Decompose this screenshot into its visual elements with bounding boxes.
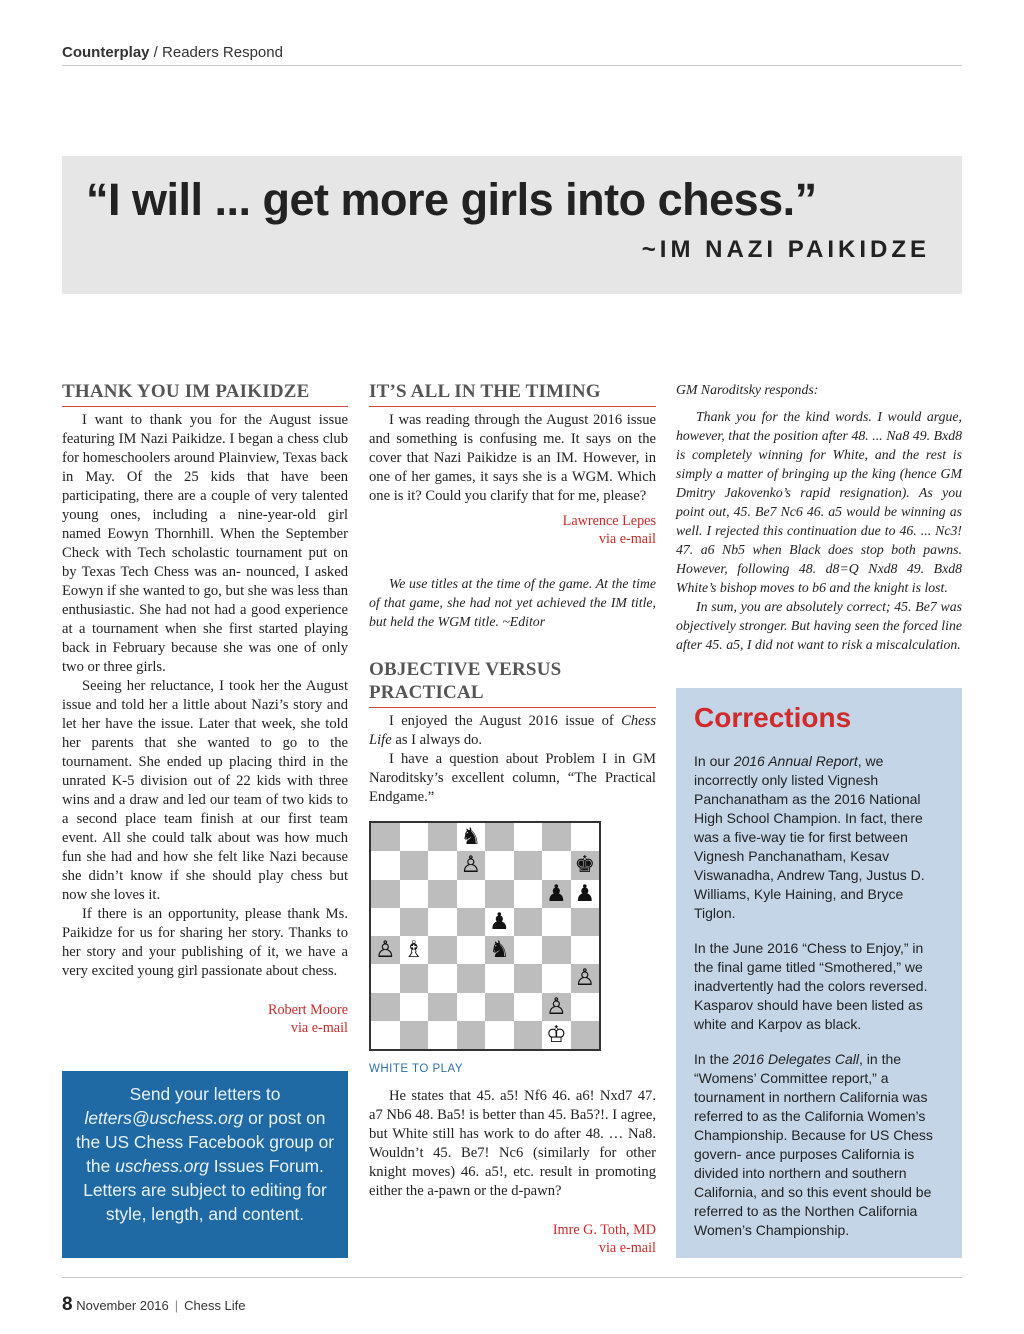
board-square xyxy=(428,936,457,964)
board-square xyxy=(457,880,486,908)
board-square xyxy=(571,1021,600,1049)
board-square xyxy=(514,936,543,964)
response-intro: GM Naroditsky responds: xyxy=(676,382,819,397)
board-square xyxy=(514,993,543,1021)
board-square xyxy=(571,936,600,964)
board-square xyxy=(400,1021,429,1049)
page-number: 8 xyxy=(62,1294,73,1315)
board-square xyxy=(514,964,543,992)
paragraph xyxy=(369,712,656,750)
chess-piece: ♞ xyxy=(488,937,510,963)
publication-title: 2016 Delegates Call xyxy=(732,1051,860,1067)
letters-text: or post on the US Chess Facebook group or the xyxy=(75,1108,335,1176)
subsection-name: Readers Respond xyxy=(162,44,283,61)
chess-piece: ♙ xyxy=(460,852,482,879)
board-square xyxy=(571,993,600,1021)
pull-quote-text: “I will ... get more girls into chess.” xyxy=(86,174,817,225)
gm-response xyxy=(676,380,962,654)
board-square xyxy=(485,880,514,908)
board-square xyxy=(371,993,400,1021)
column-response xyxy=(676,380,962,654)
board-square xyxy=(428,993,457,1021)
publication-title: 2016 Annual Report xyxy=(733,753,858,769)
chess-piece: ♟ xyxy=(574,880,596,907)
page-footer xyxy=(62,1277,962,1316)
running-header xyxy=(62,44,962,66)
board-square xyxy=(485,993,514,1021)
board-square xyxy=(542,936,571,964)
board-square xyxy=(428,964,457,992)
board-square xyxy=(457,908,486,936)
chess-piece: ♚ xyxy=(574,852,596,879)
chess-piece: ♔ xyxy=(545,1021,567,1048)
board-square xyxy=(542,964,571,992)
board-square xyxy=(428,1021,457,1049)
board-square xyxy=(457,936,486,964)
paragraph: Thank you for the kind words. I would argue, however, that the position after 48. ... Na8 49. Bxd8 is completely winning for White, and the rest is simply a matter of bringing up the king (hence GM Dmitry Jakovenko’s rapid resignation). As you point out, 45. Be7 Nc6 46. a5 would be winning as well. I rejected this continuation due to 46. ... Nc3! 47. a6 Nb5 when Black does stop both pawns. However, following 48. d8=Q Nxd8 49. Bxd8 White’s bishop moves to b6 and the knight is lost. xyxy=(676,409,962,595)
paragraph: I want to thank you for the August issue featuring IM Nazi Paikidze. I began a chess club for homeschoolers around Plainview, Texas back in May. Of the 25 kids that have been participating, there are a couple of very talented young ones, including a nine-year-old girl named Eowyn Thornhill. When the September Check with Tech scholastic tournament put on by Texas Tech Chess was an- nounced, I asked Eowyn if she wanted to go, but she was less than enthusiastic. She had not had a good experience at a tournament when she first started playing back in February because she was one of only two or three girls. xyxy=(62,412,348,675)
board-square xyxy=(485,1021,514,1049)
letters-text: Send your letters to xyxy=(129,1084,281,1104)
send-letters-box xyxy=(62,1071,348,1258)
board-square xyxy=(514,851,543,879)
board-square xyxy=(571,823,600,851)
paragraph: I was reading through the August 2016 issue and something is confusing me. It says on the cover that Nazi Paikidze is an IM. However, in one of her games, it says she is a WGM. Which one is it? Could you clarify that for me, please? xyxy=(369,412,656,504)
heading-thank-you: THANK YOU IM PAIKIDZE xyxy=(62,380,348,407)
signature-robert-moore xyxy=(62,1001,348,1037)
signature-via: via e-mail xyxy=(598,531,656,547)
issue-date: November 2016 xyxy=(76,1298,169,1313)
signature-lawrence-lepes xyxy=(369,512,656,548)
chess-piece: ♟ xyxy=(545,880,567,907)
board-square xyxy=(428,908,457,936)
header-slash: / xyxy=(149,44,163,61)
board-square xyxy=(400,908,429,936)
editor-note xyxy=(369,574,656,631)
chess-piece: ♙ xyxy=(574,965,596,992)
signature-name: Imre G. Toth, MD xyxy=(552,1222,656,1238)
board-square xyxy=(485,851,514,879)
correction-item xyxy=(694,1050,944,1240)
text: as I always do. xyxy=(391,732,483,748)
letter-timing-body xyxy=(369,411,656,506)
magazine-name: Chess Life xyxy=(184,1298,246,1313)
board-square xyxy=(400,993,429,1021)
board-square xyxy=(371,964,400,992)
board-square xyxy=(371,880,400,908)
letter-objective-body xyxy=(369,712,656,807)
correction-item xyxy=(694,752,944,923)
letters-site-link[interactable]: uschess.org xyxy=(115,1156,209,1176)
section-name: Counterplay xyxy=(62,44,150,61)
chess-piece: ♙ xyxy=(545,993,567,1020)
board-square xyxy=(371,823,400,851)
pull-quote-attribution: ~IM NAZI PAIKIDZE xyxy=(641,236,930,263)
board-square xyxy=(485,823,514,851)
chess-piece: ♙ xyxy=(374,937,396,963)
column-thank-you xyxy=(62,380,348,1037)
letters-email-link[interactable]: letters@uschess.org xyxy=(84,1108,244,1128)
text: , in the “Womens’ Committee report,” a tournament in northern California was referred to as the California Women’s Championship. Because for US Chess govern- ance purposes California is divided into northern and southern California, and so this event should be referred to as the Northen California Women’s Championship. xyxy=(694,1051,933,1238)
corrections-title: Corrections xyxy=(694,702,852,733)
paragraph: Seeing her reluctance, I took her the August issue and told her a little about Nazi’s story and let her have the issue. Later that week, she told her parents that she wanted to go to the tournament. She ended up placing third in the unrated K-5 division out of 22 kids with three wins and a draw and led our team of two kids to a second place team finish at our first team event. All she could talk about was how much fun she had and how she felt like Nazi because she didn’t know if she should play chess but now she loves it. xyxy=(62,678,348,903)
board-square xyxy=(542,851,571,879)
signature-imre-toth xyxy=(369,1221,656,1257)
chess-piece: ♞ xyxy=(460,824,482,850)
board-square xyxy=(400,823,429,851)
paragraph: In sum, you are absolutely correct; 45. Be7 was objectively stronger. But having seen the forced line after 45. a5, I did not want to risk a miscalculation. xyxy=(676,599,962,652)
signature-via: via e-mail xyxy=(290,1020,348,1036)
footer-separator: | xyxy=(174,1298,179,1313)
board-square xyxy=(428,851,457,879)
text: , we incorrectly only listed Vignesh Panchanatham as the 2016 National High School Champion. In fact, there was a five-way tie for first between Vignesh Panchanatham, Kesav Viswanadha, Andrew Tang, Justus D. Williams, Kyle Haining, and Bryce Tiglon. xyxy=(694,753,925,921)
letters-text: Issues Forum. Letters are subject to editing for style, length, and content. xyxy=(83,1156,327,1224)
text: In our xyxy=(694,753,734,769)
signature-name: Lawrence Lepes xyxy=(562,513,656,529)
board-square xyxy=(400,880,429,908)
chess-diagram xyxy=(369,821,601,1051)
signature-via: via e-mail xyxy=(598,1240,656,1256)
correction-item: In the June 2016 “Chess to Enjoy,” in the final game titled “Smothered,” we inadvertently had the colors reversed. Kasparov should have been listed as white and Karpov as black. xyxy=(694,940,928,1032)
chess-piece: ♟ xyxy=(488,908,510,935)
board-square xyxy=(400,964,429,992)
text: In the xyxy=(694,1051,733,1067)
text: I enjoyed the August 2016 issue of xyxy=(389,713,622,729)
board-square xyxy=(542,908,571,936)
magazine-title: Chess Life xyxy=(369,713,656,748)
board-square xyxy=(514,823,543,851)
board-square xyxy=(371,1021,400,1049)
diagram-caption: WHITE TO PLAY xyxy=(369,1063,464,1075)
board-square xyxy=(514,880,543,908)
board-square xyxy=(457,1021,486,1049)
corrections-box xyxy=(676,688,962,1258)
column-timing xyxy=(369,380,656,1257)
board-square xyxy=(514,908,543,936)
board-square xyxy=(371,908,400,936)
board-square xyxy=(485,964,514,992)
board-square xyxy=(571,908,600,936)
board-square xyxy=(514,1021,543,1049)
board-square xyxy=(400,851,429,879)
board-square xyxy=(457,993,486,1021)
heading-timing: IT’S ALL IN THE TIMING xyxy=(369,380,656,407)
board-square xyxy=(457,964,486,992)
heading-objective-practical: OBJECTIVE VERSUS PRACTICAL xyxy=(369,658,656,708)
editor-note-text: We use titles at the time of the game. At the time of that game, she had not yet achieved the IM title, but held the WGM title. ~Editor xyxy=(369,576,656,629)
letter-objective-body-cont xyxy=(369,1087,656,1201)
board-square xyxy=(428,880,457,908)
paragraph: If there is an opportunity, please thank Ms. Paikidze for us for sharing her story. Thanks to her story and your publishing of it, we have a very excited young girl passionate about chess. xyxy=(62,906,348,979)
chess-piece: ♗ xyxy=(403,937,425,963)
letter-thank-you-body xyxy=(62,411,348,981)
board-square xyxy=(371,851,400,879)
paragraph: I have a question about Problem I in GM Naroditsky’s excellent column, “The Practical Endgame.” xyxy=(369,751,656,805)
board-square xyxy=(428,823,457,851)
board-square xyxy=(542,823,571,851)
paragraph: He states that 45. a5! Nf6 46. a6! Nxd7 47. a7 Nb6 48. Ba5! is better than 45. Ba5?!. I agree, but White still has work to do after 48. … Na8. Wouldn’t 45. Be7! Nc6 (similarly for other knight moves) 46. a5!, etc. result in promoting either the a-pawn or the d-pawn? xyxy=(369,1088,656,1199)
pull-quote-box xyxy=(62,156,962,294)
signature-name: Robert Moore xyxy=(268,1002,348,1018)
